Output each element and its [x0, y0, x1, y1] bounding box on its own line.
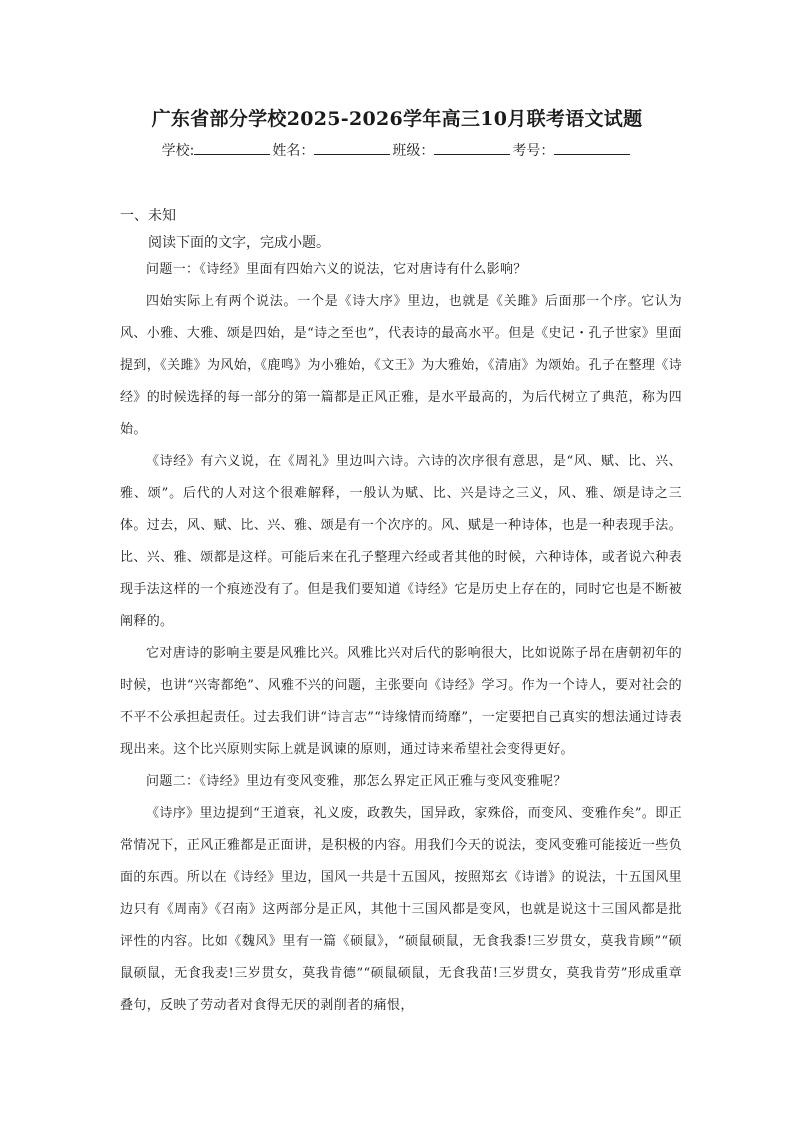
- class-label: 班级：: [392, 143, 435, 159]
- reading-instruction: 阅读下面的文字，完成小题。: [148, 235, 330, 251]
- name-label: 姓名：: [272, 143, 315, 159]
- passage-paragraph: 《诗经》有六义说，在《周礼》里边叫六诗。六诗的次序很有意思，是“风、赋、比、兴、雅、颂”。后代的人对这个很难解释，一般认为赋、比、兴是诗之三义，风、雅、颂是诗之三体。过去，风、赋、比、兴、雅、颂是有一个次序的。风、赋是一种诗体，也是一种表现手法。比、兴、雅、颂都是这样。可能后来在孔子整理六经或者其他的时候，六种诗体，或者说六种表现手法这样的一个痕迹没有了。但是我们要知道《诗经》它是历史上存在的，同时它也是不断被阐释的。: [120, 454, 682, 629]
- student-info-line: [0, 140, 794, 160]
- name-blank: [314, 154, 390, 155]
- passage-paragraph: 四始实际上有两个说法。一个是《诗大序》里边，也就是《关雎》后面那一个序。它认为风、小雅、大雅、颂是四始，是“诗之至也”，代表诗的最高水平。但是《史记・孔子世家》里面提到，《关雎》为风始，《鹿鸣》为小雅始，《文王》为大雅始，《清庙》为颂始。孔子在整理《诗经》的时候选择的每一部分的第一篇都是正风正雅，是水平最高的，为后代树立了典范，称为四始。: [120, 294, 682, 437]
- passage-paragraph: 它对唐诗的影响主要是风雅比兴。风雅比兴对后代的影响很大，比如说陈子昂在唐朝初年的时候，也讲“兴寄都绝”、风雅不兴的问题，主张要向《诗经》学习。作为一个诗人，要对社会的不平不公承担起责任。过去我们讲“诗言志”“诗缘情而绮靡”，一定要把自己真实的想法通过诗表现出来。这个比兴原则实际上就是讽谏的原则，通过诗来希望社会变得更好。: [120, 646, 682, 757]
- school-blank: [194, 154, 270, 155]
- class-blank: [434, 154, 510, 155]
- passage-paragraph: 《诗序》里边提到“王道衰，礼义废，政教失，国异政，家殊俗，而变风、变雅作矣”。即正常情况下，正风正雅都是正面讲，是积极的内容。用我们今天的说法，变风变雅可能接近一些负面的东西。所以在《诗经》里边，国风一共是十五国风，按照郑玄《诗谱》的说法，十五国风里边只有《周南》《召南》这两部分是正风，其他十三国风都是变风，也就是说这十三国风都是批评性的内容。比如《魏风》里有一篇《硕鼠》，“硕鼠硕鼠，无食我黍!三岁贯女，莫我肯顾”“硕鼠硕鼠，无食我麦!三岁贯女，莫我肯德”“硕鼠硕鼠，无食我苗!三岁贯女，莫我肯劳”形成重章叠句，反映了劳动者对食得无厌的剥削者的痛恨，: [120, 806, 682, 1013]
- exam-number-label: 考号：: [512, 143, 555, 159]
- question-one: 问题一：《诗经》里面有四始六义的说法，它对唐诗有什么影响？: [146, 262, 527, 277]
- school-label: 学校:: [161, 143, 195, 159]
- exam-title: 广东省部分学校2025-2026学年高三10月联考语文试题: [151, 108, 643, 130]
- reading-passage: [120, 254, 682, 1022]
- exam-number-blank: [554, 154, 630, 155]
- section-heading: 一、未知: [120, 208, 176, 224]
- question-two: 问题二：《诗经》里边有变风变雅，那怎么界定正风正雅与变风变雅呢？: [146, 774, 567, 789]
